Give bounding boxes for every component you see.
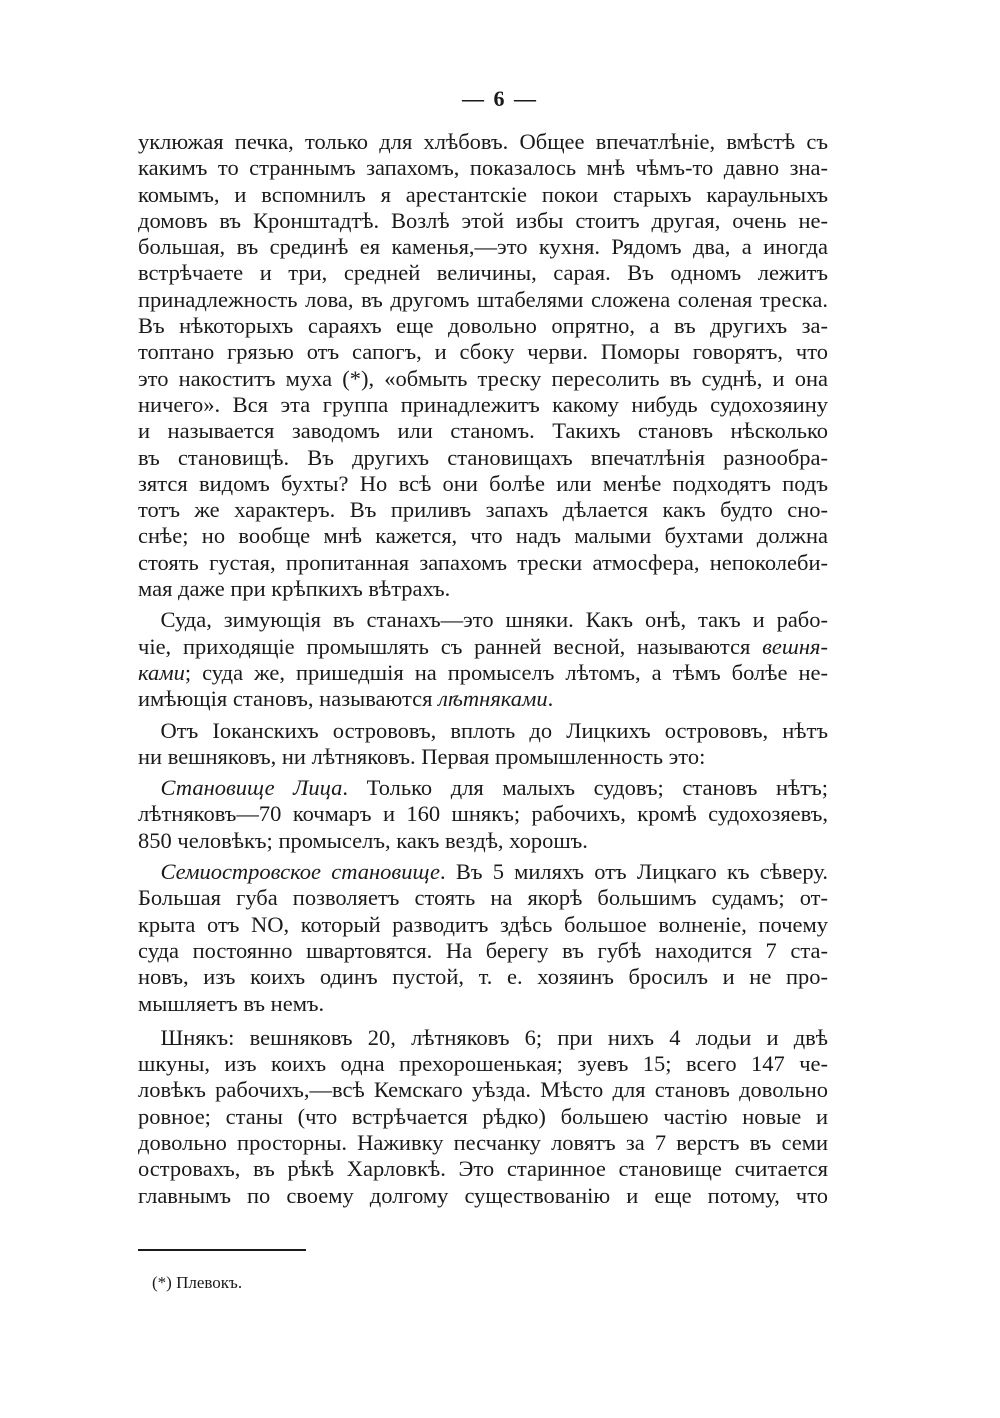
text-line: Большая губа позволяетъ стоять на якорѣ большимъ судамъ; от- [138,885,828,911]
text-line: островахъ, въ рѣкѣ Харловкѣ. Это старинное становище считается [138,1156,828,1182]
text-run: ; суда же, пришедшія на промыселъ лѣтомъ, а тѣмъ болѣе не- [184,659,828,685]
text-line [138,686,828,712]
text-run: . [547,686,554,712]
text-line: ловѣкъ рабочихъ,—всѣ Кемскаго уѣзда. Мѣсто для становъ довольно [138,1077,828,1103]
text-line: крыта отъ NO, который разводитъ здѣсь большое волненіе, почему [138,911,828,937]
text-run: Шнякъ: вешняковъ 20, лѣтняковъ 6; при нихъ 4 лодьи и двѣ [160,1024,828,1050]
text-line [138,634,828,660]
text-line: зятся видомъ бухты? Но всѣ они болѣе или менѣе подходятъ подъ [138,470,828,496]
footnote-divider [138,1249,306,1251]
text-line: комымъ, и вспомнилъ я арестантскіе покои старыхъ караульныхъ [138,181,828,207]
text-line: и называется заводомъ или станомъ. Такихъ становъ нѣсколько [138,418,828,444]
text-line: принадлежность лова, въ другомъ штабелями сложена соленая треска. [138,286,828,312]
text-line: мая даже при крѣпкихъ вѣтрахъ. [138,576,451,602]
text-run: . Только для малыхъ судовъ; становъ нѣтъ; [342,775,828,801]
text-line: мышляетъ въ немъ. [138,990,325,1016]
body-text [138,129,828,1209]
text-line [138,660,828,686]
text-run: Отъ Іоканскихъ острововъ, вплоть до Лицкихъ острововъ, нѣтъ [160,717,828,743]
text-line: суда постоянно швартовятся. На берегу въ губѣ находится 7 ста- [138,937,828,963]
italic-term: ками [138,659,185,685]
text-line: 850 человѣкъ; промыселъ, какъ вездѣ, хорошъ. [138,827,588,853]
text-line: встрѣчаете и три, средней величины, сарая. Въ одномъ лежитъ [138,260,828,286]
text-run: . Въ 5 миляхъ отъ Лицкаго къ сѣверу. [439,859,828,885]
text-line: снѣе; но вообще мнѣ кажется, что надъ малыми бухтами должна [138,523,828,549]
text-run: чіе, приходящіе промышлять съ ранней весной, называются [138,633,763,659]
text-line: ни вешняковъ, ни лѣтняковъ. Первая промышленность это: [138,743,706,769]
text-line: большая, въ срединѣ ея каменья,—это кухня. Рядомъ два, а иногда [138,234,828,260]
text-line: Въ нѣкоторыхъ сараяхъ еще довольно опрятно, а въ другихъ за- [138,313,828,339]
italic-term: Семиостровское становище [160,859,440,885]
text-line: шкуны, изъ коихъ одна прехорошенькая; зуевъ 15; всего 147 че- [138,1051,828,1077]
italic-term: Становище Лица [160,775,343,801]
text-line: какимъ то страннымъ запахомъ, показалось мнѣ чѣмъ-то давно зна- [138,155,828,181]
text-line: довольно просторны. Наживку песчанку ловятъ за 7 верстъ въ семи [138,1129,828,1155]
text-line: это накоститъ муха (*), «обмыть треску пересолить въ суднѣ, и она [138,365,828,391]
footnote: (*) Плевокъ. [152,1273,243,1292]
text-line: уклюжая печка, только для хлѣбовъ. Общее впечатлѣніе, вмѣстѣ съ [138,129,828,154]
text-line: ровное; станы (что встрѣчается рѣдко) большею частію новые и [138,1103,828,1129]
text-line: стоять густая, пропитанная запахомъ трески атмосфера, непоколеби- [138,549,828,575]
text-line: новъ, изъ коихъ одинъ пустой, т. е. хозяинъ бросилъ и не про- [138,964,828,990]
text-run: имѣющія становъ, называются [138,686,439,712]
text-line: тотъ же характеръ. Въ приливъ запахъ дѣлается какъ будто сно- [138,497,828,523]
text-line: главнымъ по своему долгому существованію и еще потому, что [138,1182,828,1208]
text-line [138,859,828,885]
page-number: — 6 — [462,86,538,111]
italic-term: лѣтняками [438,686,548,712]
text-line: домовъ въ Кронштадтѣ. Возлѣ этой избы стоитъ другая, очень не- [138,207,828,233]
text-line: топтано грязью отъ сапогъ, и сбоку черви. Поморы говорятъ, что [138,339,828,365]
text-line [138,775,828,801]
text-line [138,607,828,633]
text-run: Суда, зимующія въ станахъ—это шняки. Какъ онѣ, такъ и рабо- [160,607,828,633]
text-line [138,718,828,744]
text-line: въ становищѣ. Въ другихъ становищахъ впечатлѣнія разнообра- [138,444,828,470]
text-line [138,1025,828,1051]
text-line: лѣтняковъ—70 кочмаръ и 160 шнякъ; рабочихъ, кромѣ судохозяевъ, [138,801,828,827]
italic-term: вешня- [762,633,828,659]
text-line: ничего». Вся эта группа принадлежитъ какому нибудь судохозяину [138,391,828,417]
